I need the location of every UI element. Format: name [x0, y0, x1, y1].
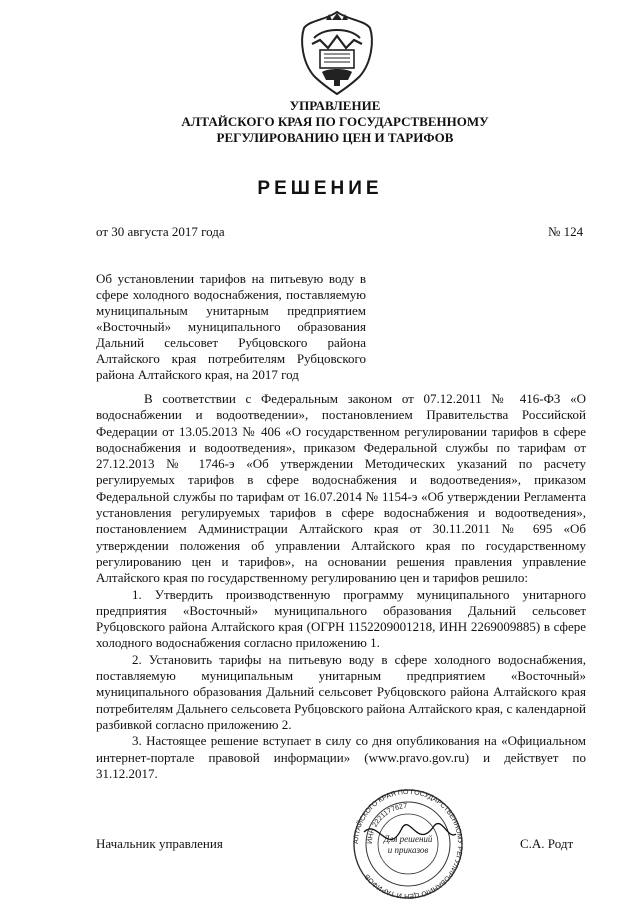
header-line-3: РЕГУЛИРОВАНИЮ ЦЕН И ТАРИФОВ	[216, 130, 454, 145]
document-body	[96, 391, 586, 782]
document-type-title: РЕШЕНИЕ	[257, 178, 383, 199]
header-line-1: УПРАВЛЕНИЕ	[289, 98, 381, 113]
official-stamp	[344, 788, 472, 900]
document-date: от 30 августа 2017 года	[96, 224, 225, 239]
stamp-center-line-2: и приказов	[387, 845, 429, 855]
stamp-ring-text: АЛТАЙСКОГО КРАЯ ПО ГОСУДАРСТВЕННОМУ РЕГУЛИРОВАНИЮ ЦЕН И ТАРИФОВ	[352, 788, 464, 900]
document-number: № 124	[548, 224, 584, 239]
signatory-name: С.А. Родт	[520, 836, 574, 851]
stamp-inn-text: ИНН 2221177627	[366, 802, 408, 845]
header-line-2: АЛТАЙСКОГО КРАЯ ПО ГОСУДАРСТВЕННОМУ	[181, 114, 489, 129]
signatory-title: Начальник управления	[96, 836, 223, 851]
resolution-item-1: 1. Утвердить производственную программу муниципального унитарного предприятия «Восточный» муниципального образования Дальний сельсовет Рубцовского района Алтайского края (ОГРН 1152209001218, ИНН 2269009885) в сфере холодного водоснабжения согласно приложению 1.	[96, 586, 586, 651]
coat-of-arms-emblem	[298, 10, 376, 96]
issuing-authority-header	[150, 98, 520, 146]
resolution-item-3: 3. Настоящее решение вступает в силу со дня опубликования на «Официальном интернет-портале правовой информации» (www.pravo.gov.ru) и действует по 31.12.2017.	[96, 733, 586, 781]
stamp-center-line-1: Для решений	[383, 834, 433, 844]
preamble-paragraph: В соответствии с Федеральным законом от 07.12.2011 № 416-ФЗ «О водоснабжении и водоотведении», постановлением Правительства Российской Федерации от 13.05.2013 № 406 «О государственном регулировании тарифов в сфере водоснабжения и водоотведения», приказом Федеральной службы по тарифам от 27.12.2013 № 1746-э «Об утверждении Методических указаний по расчету регулируемых тарифов в сфере водоснабжения и водоотведения», приказом Федеральной службы по тарифам от 16.07.2014 № 1154-э «Об утверждении Регламента установления регулируемых тарифов в сфере водоснабжения и водоотведения», постановлением Администрации Алтайского края от 30.11.2011 № 695 «Об утверждении положения об управлении Алтайского края по государственному регулированию цен и тарифов», на основании решения правления управление Алтайского края по государственному регулированию цен и тарифов решило:	[96, 391, 586, 586]
document-subject: Об установлении тарифов на питьевую воду в сфере холодного водоснабжения, поставляемую муниципальным унитарным предприятием «Восточный» муниципального образования Дальний сельсовет Рубцовского района Алтайского края потребителям Рубцовского района Алтайского края, на 2017 год	[96, 271, 366, 382]
resolution-item-2: 2. Установить тарифы на питьевую воду в сфере холодного водоснабжения, поставляемую муниципальным унитарным предприятием «Восточный» муниципального образования Дальний сельсовет Рубцовского района Алтайского края потребителям Дальнего сельсовета Рубцовского района Алтайского края, с календарной разбивкой согласно приложению 2.	[96, 651, 586, 732]
